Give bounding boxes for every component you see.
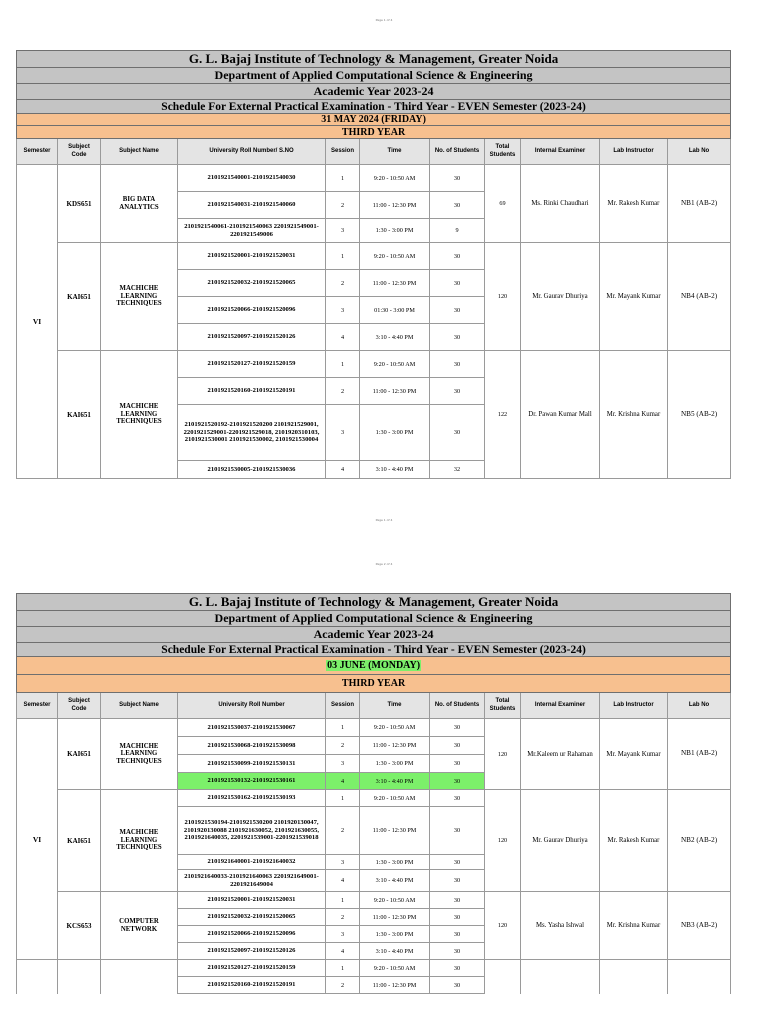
session-no: 1 [326,960,360,977]
session-no: 2 [326,909,360,926]
session-time: 11:00 - 12:30 PM [360,807,430,855]
students-count: 32 [430,461,485,479]
session-no: 4 [326,943,360,960]
internal-examiner: Dr. Pawan Kumar Mall [521,351,600,479]
roll-range: 2101921520032-2101921520065 [178,909,326,926]
academic-year: Academic Year 2023-24 [17,84,731,100]
lab-instructor: Mr. Krishna Kumar [600,892,668,960]
col-lab-instructor: Lab Instructor [600,139,668,165]
session-time: 11:00 - 12:30 PM [360,270,430,297]
schedule-table [16,593,731,994]
students-count: 30 [430,960,485,977]
roll-range: 2101921520097-2101921520126 [178,324,326,351]
roll-range: 2101921520192-2101921520200 2101921529001, 2201921529001-2201921529018, 2101920310103, 2101921530001 2101921530002, 2101921530004 [178,405,326,461]
col-session: Session [326,693,360,719]
students-count: 30 [430,855,485,870]
subject-code: KCS653 [58,892,101,960]
students-count: 30 [430,755,485,773]
students-count: 30 [430,943,485,960]
lab-no: NB5 (AB-2) [668,351,731,479]
students-count: 30 [430,926,485,943]
total-students: 120 [485,790,521,892]
exam-date-highlight: 03 JUNE (MONDAY) [327,660,421,671]
exam-date: 31 MAY 2024 (FRIDAY) [17,114,731,126]
roll-range: 2101921530037-2101921530067 [178,719,326,737]
institute-title: G. L. Bajaj Institute of Technology & Management, Greater Noida [17,51,731,68]
session-no: 1 [326,892,360,909]
session-time: 3:10 - 4:40 PM [360,324,430,351]
session-no: 2 [326,378,360,405]
session-no: 3 [326,219,360,243]
col-roll-number: University Roll Number [178,693,326,719]
roll-range: 2101921520160-2101921520191 [178,378,326,405]
students-count: 30 [430,243,485,270]
subject-name: BIG DATA ANALYTICS [101,165,178,243]
subject-code: KDS651 [58,165,101,243]
schedule-page-1 [16,50,730,479]
session-no: 2 [326,737,360,755]
col-session: Session [326,139,360,165]
subject-name: COMPUTER NETWORK [101,892,178,960]
col-lab-no: Lab No [668,139,731,165]
roll-range: 2101921520160-2101921520191 [178,977,326,994]
session-time: 11:00 - 12:30 PM [360,192,430,219]
session-time: 1:30 - 3:00 PM [360,755,430,773]
students-count: 30 [430,807,485,855]
internal-examiner: Ms. Yasha Ishwal [521,892,600,960]
lab-no: NB3 (AB-2) [668,892,731,960]
session-time: 9:20 - 10:50 AM [360,892,430,909]
roll-range: 2101921520066-2101921520096 [178,926,326,943]
page-marker: Page 2 of 4 [375,562,393,566]
lab-no [668,960,731,994]
lab-no: NB2 (AB-2) [668,790,731,892]
students-count: 30 [430,378,485,405]
session-time: 11:00 - 12:30 PM [360,909,430,926]
total-students: 120 [485,243,521,351]
col-semester: Semester [17,693,58,719]
schedule-page-2 [16,593,730,994]
roll-range: 2101921520001-2101921520031 [178,892,326,909]
table-row [17,790,731,807]
session-no: 2 [326,977,360,994]
internal-examiner: Mr. Gaurav Dhuriya [521,243,600,351]
lab-instructor [600,960,668,994]
session-no: 3 [326,926,360,943]
roll-range: 2101921520066-2101921520096 [178,297,326,324]
session-no: 2 [326,192,360,219]
lab-no: NB1 (AB-2) [668,165,731,243]
year-label: THIRD YEAR [17,126,731,139]
session-time: 1:30 - 3:00 PM [360,405,430,461]
students-count: 30 [430,737,485,755]
subject-code: KAI651 [58,243,101,351]
session-time: 9:20 - 10:50 AM [360,790,430,807]
col-time: Time [360,693,430,719]
session-time: 11:00 - 12:30 PM [360,977,430,994]
students-count: 30 [430,790,485,807]
col-roll-number: University Roll Number/ S.NO [178,139,326,165]
session-no: 1 [326,165,360,192]
session-no: 2 [326,807,360,855]
col-subject-name: Subject Name [101,139,178,165]
col-semester: Semester [17,139,58,165]
session-no: 3 [326,855,360,870]
col-no-of-students: No. of Students [430,693,485,719]
students-count: 30 [430,165,485,192]
lab-instructor: Mr. Rakesh Kumar [600,165,668,243]
session-time: 11:00 - 12:30 PM [360,737,430,755]
department-title: Department of Applied Computational Science & Engineering [17,611,731,627]
col-total-students: Total Students [485,693,521,719]
roll-range: 2101921520001-2101921520031 [178,243,326,270]
semester-cell: VI [17,719,58,960]
total-students: 120 [485,892,521,960]
subject-name: MACHICHE LEARNING TECHNIQUES [101,243,178,351]
session-no: 4 [326,870,360,892]
roll-range: 2101921530132-2101921530161 [178,773,326,790]
schedule-title: Schedule For External Practical Examination - Third Year - EVEN Semester (2023-24) [17,643,731,657]
session-no: 3 [326,405,360,461]
roll-range: 2101921520097-2101921520126 [178,943,326,960]
schedule-table [16,50,731,479]
session-time: 9:20 - 10:50 AM [360,719,430,737]
students-count: 30 [430,909,485,926]
session-time: 9:20 - 10:50 AM [360,243,430,270]
col-time: Time [360,139,430,165]
students-count: 30 [430,192,485,219]
session-no: 4 [326,324,360,351]
col-internal-examiner: Internal Examiner [521,693,600,719]
session-no: 1 [326,351,360,378]
session-no: 1 [326,790,360,807]
session-no: 4 [326,773,360,790]
subject-code: KAI651 [58,351,101,479]
roll-range: 2101921540001-2101921540030 [178,165,326,192]
department-title: Department of Applied Computational Science & Engineering [17,68,731,84]
internal-examiner [521,960,600,994]
semester-cell [17,960,58,994]
subject-code [58,960,101,994]
students-count: 30 [430,892,485,909]
table-row [17,243,731,270]
session-time: 3:10 - 4:40 PM [360,943,430,960]
session-no: 2 [326,270,360,297]
table-row [17,892,731,909]
roll-range: 2101921640001-2101921640032 [178,855,326,870]
roll-range: 2101921530162-2101921530193 [178,790,326,807]
session-no: 3 [326,755,360,773]
roll-range: 2101921530068-2101921530098 [178,737,326,755]
table-row [17,960,731,977]
students-count: 30 [430,773,485,790]
total-students [485,960,521,994]
schedule-title: Schedule For External Practical Examination - Third Year - EVEN Semester (2023-24) [17,100,731,114]
session-time: 01:30 - 3:00 PM [360,297,430,324]
col-total-students: Total Students [485,139,521,165]
roll-range: 2101921520127-2101921520159 [178,351,326,378]
roll-range: 2101921540061-2101921540063 2201921549001-2201921549006 [178,219,326,243]
lab-instructor: Mr. Mayank Kumar [600,719,668,790]
lab-instructor: Mr. Rakesh Kumar [600,790,668,892]
session-time: 1:30 - 3:00 PM [360,219,430,243]
table-row [17,351,731,378]
students-count: 30 [430,270,485,297]
session-time: 3:10 - 4:40 PM [360,461,430,479]
col-lab-instructor: Lab Instructor [600,693,668,719]
roll-range: 2101921640033-2101921640063 2201921649001-2201921649004 [178,870,326,892]
subject-code: KAI651 [58,719,101,790]
session-no: 4 [326,461,360,479]
session-time: 3:10 - 4:40 PM [360,870,430,892]
col-subject-code: Subject Code [58,693,101,719]
session-time: 11:00 - 12:30 PM [360,378,430,405]
roll-range: 2101921520032-2101921520065 [178,270,326,297]
table-row [17,719,731,737]
col-lab-no: Lab No [668,693,731,719]
page-marker: Page 1 of 4 [375,518,393,522]
students-count: 30 [430,297,485,324]
lab-instructor: Mr. Mayank Kumar [600,243,668,351]
students-count: 30 [430,870,485,892]
internal-examiner: Mr. Gaurav Dhuriya [521,790,600,892]
students-count: 30 [430,977,485,994]
lab-instructor: Mr. Krishna Kumar [600,351,668,479]
subject-code: KAI651 [58,790,101,892]
session-time: 9:20 - 10:50 AM [360,351,430,378]
session-no: 1 [326,719,360,737]
students-count: 30 [430,719,485,737]
roll-range: 2101921530099-2101921530131 [178,755,326,773]
session-no: 3 [326,297,360,324]
students-count: 30 [430,405,485,461]
session-time: 1:30 - 3:00 PM [360,926,430,943]
total-students: 122 [485,351,521,479]
subject-name [101,960,178,994]
col-subject-name: Subject Name [101,693,178,719]
roll-range: 2101921530005-2101921530036 [178,461,326,479]
session-time: 3:10 - 4:40 PM [360,773,430,790]
subject-name: MACHICHE LEARNING TECHNIQUES [101,790,178,892]
session-time: 9:20 - 10:50 AM [360,960,430,977]
session-no: 1 [326,243,360,270]
academic-year: Academic Year 2023-24 [17,627,731,643]
lab-no: NB1 (AB-2) [668,719,731,790]
session-time: 1:30 - 3:00 PM [360,855,430,870]
internal-examiner: Ms. Rinki Chaudhari [521,165,600,243]
roll-range: 2101921540031-2101921540060 [178,192,326,219]
subject-name: MACHICHE LEARNING TECHNIQUES [101,351,178,479]
subject-name: MACHICHE LEARNING TECHNIQUES [101,719,178,790]
total-students: 120 [485,719,521,790]
semester-cell: VI [17,165,58,479]
col-no-of-students: No. of Students [430,139,485,165]
students-count: 30 [430,351,485,378]
internal-examiner: Mr.Kaleem ur Rahaman [521,719,600,790]
total-students: 69 [485,165,521,243]
table-row [17,165,731,192]
students-count: 9 [430,219,485,243]
exam-date [17,657,731,675]
roll-range: 2101921520127-2101921520159 [178,960,326,977]
page-marker: Page 1 of 4 [375,18,393,22]
lab-no: NB4 (AB-2) [668,243,731,351]
students-count: 30 [430,324,485,351]
roll-range: 2101921530194-2101921530200 2101920130047, 2101920130088 2101921630052, 2101921630055, 2101921640035, 2201921539001-2201921539018 [178,807,326,855]
col-internal-examiner: Internal Examiner [521,139,600,165]
session-time: 9:20 - 10:50 AM [360,165,430,192]
year-label: THIRD YEAR [17,675,731,693]
institute-title: G. L. Bajaj Institute of Technology & Management, Greater Noida [17,594,731,611]
col-subject-code: Subject Code [58,139,101,165]
